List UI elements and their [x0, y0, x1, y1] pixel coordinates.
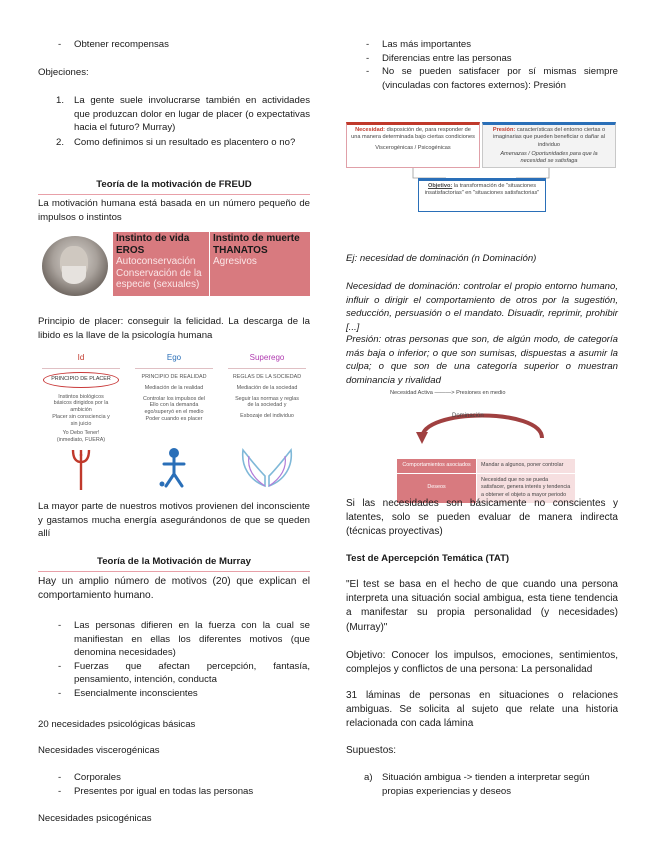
angel-wings-icon [239, 446, 295, 490]
principio-placer: Principio de placer: conseguir la felicidad. La descarga de la libido es la llave de la psicología humana [38, 316, 310, 341]
id-ego-superego-figure [38, 352, 310, 492]
table-cell: Comportamientos asociados [397, 459, 477, 474]
thanatos-sub: Agresivos [213, 256, 257, 267]
eros-cell [116, 233, 208, 291]
list-number: 2. [56, 136, 65, 148]
list-text: Situación ambigua -> tienden a interpretar según propias experiencias y deseos [382, 772, 590, 797]
table-row [397, 459, 576, 474]
freud-instincts-figure [38, 232, 310, 298]
objetivo-box: Objetivo: la transformación de "situaciones insatisfactorias" en "situaciones satisfactorias" [418, 178, 546, 212]
viscerogenicas-label: Necesidades viscerogénicas [38, 745, 160, 756]
viscerogenicas-list [38, 771, 310, 798]
devil-trident-icon [71, 448, 91, 490]
murray-list [38, 619, 310, 701]
ego-figure-icon [154, 446, 194, 490]
murray-diagram [346, 122, 618, 222]
tat-heading: Test de Apercepción Temática (TAT) [346, 553, 510, 564]
objeciones-label: Objeciones: [38, 67, 89, 78]
freud-heading: Teoría de la motivación de FREUD [38, 178, 310, 195]
id-pill: PRINCIPIO DE PLACER [43, 372, 119, 388]
list-item: - Las personas difieren en la fuerza con la cual se manifiestan en ellas los diferentes motivos (que denomina necesidades) [38, 619, 310, 660]
ego-text: PRINCIPIO DE REALIDAD Mediación de la realidad Controlar los impulsos del Ello con la demanda ego/superyó en el medio Poder cuando es placer [141, 374, 207, 422]
list-item [38, 94, 310, 135]
id-column [38, 352, 124, 492]
eros-name: EROS [116, 244, 145, 256]
id-title: Id [77, 353, 85, 362]
cycle-arrow-icon [402, 398, 562, 458]
superego-column [224, 352, 310, 492]
psicogenicas-list [346, 38, 618, 92]
objeciones-list [38, 94, 310, 149]
eros-title: Instinto de vida [116, 233, 190, 244]
cycle-center-label: Dominación [452, 413, 484, 419]
laminas-text: 31 láminas de personas en situaciones o relaciones ambiguas. Se solicita al sujeto que relate una historia relacionada con cada lámina [346, 690, 618, 730]
instincts-box [113, 232, 310, 296]
murray-intro: Hay un amplio número de motivos (20) que explican el comportamiento humano. [38, 576, 310, 602]
freud-intro: La motivación humana está basada en un número pequeño de impulsos o instintos [38, 198, 310, 223]
supuestos-list [346, 771, 618, 798]
list-item: - Diferencias entre las personas [346, 52, 618, 66]
thanatos-name: THANATOS [213, 244, 268, 256]
cycle-top-label: Necesidad Activa ———> Presiones en medio [390, 390, 506, 396]
table-cell: Mandar a algunos, poner controlar [477, 459, 576, 474]
list-item: - Presentes por igual en todas las personas [38, 785, 310, 799]
psicogenicas-label: Necesidades psicogénicas [38, 813, 152, 824]
eros-sub: especie (sexuales) [116, 279, 200, 290]
thanatos-title: Instinto de muerte [213, 233, 300, 244]
supuestos-label: Supuestos: [346, 745, 397, 756]
eros-sub: Conservación de la [116, 267, 202, 279]
obtener-list [38, 38, 310, 52]
eros-sub: Autoconservación [116, 256, 196, 267]
table-cell: Necesidad que no se pueda satisfacer, genera interés y tendencia a obtener el objeto a mayor periodo [477, 473, 576, 503]
list-item: - Fuerzas que afectan percepción, fantasía, pensamiento, intención, conducta [38, 660, 310, 687]
tat-quote: "El test se basa en el hecho de que cuando una persona interpreta una situación social ambigua, esta tiene tendencia a manifestar su propia personalidad (y necesidades) (Murray)" [346, 579, 618, 633]
latentes-text: Si las necesidades son básicamente no conscientes y latentes, solo se pueden evaluar de manera indirecta (técnicas proyectivas) [346, 498, 618, 538]
list-item: - Corporales [38, 771, 310, 785]
list-number: a) [364, 772, 373, 783]
list-text: Como definimos si un resultado es placentero o no? [74, 136, 296, 148]
list-item: - Esencialmente inconscientes [38, 687, 310, 701]
list-item: - Las más importantes [346, 38, 618, 52]
objetivo-text: Objetivo: Conocer los impulsos, emociones, sentimientos, complejos y conflictos de una persona: La personalidad [346, 650, 618, 676]
table-cell: Deseos [397, 473, 477, 503]
ego-title: Ego [166, 353, 182, 362]
inconsciente-text: La mayor parte de nuestros motivos provienen del inconsciente y gastamos mucha energía asegurándonos de que se queden allí [38, 501, 310, 540]
necesidad-box: Necesidad: disposición de, para responder de una manera determinada bajo ciertas condiciones Viscerogénicas / Psicogénicas [346, 122, 480, 168]
list-item [346, 771, 618, 798]
freud-portrait [42, 236, 108, 296]
ejemplo-dominacion: Ej: necesidad de dominación (n Dominación) [346, 253, 537, 264]
id-text: Instintos biológicos básicos dirigidos por la ambición Placer sin consciencia y sin juicio Yo Debo Tener! (inmediato, FUERA) [52, 393, 110, 444]
necesidades-basicas: 20 necesidades psicológicas básicas [38, 719, 196, 730]
murray-heading: Teoría de la Motivación de Murray [38, 555, 310, 572]
thanatos-cell [213, 233, 308, 268]
list-text: La gente suele involucrarse también en actividades que produzcan dolor en lugar de placer (o expectativas hacia el futuro? Murray) [74, 95, 310, 134]
list-item: - Obtener recompensas [38, 38, 310, 52]
list-number: 1. [56, 95, 65, 106]
presion-box: Presión: características del entorno ciertas o imaginarias que pueden beneficiar o dañar al individuo Amenazas / Oportunidades para que la necesidad se satisfaga [482, 122, 616, 168]
superego-title: Superego [249, 353, 285, 362]
dominacion-text: Necesidad de dominación: controlar el propio entorno humano, influir o dirigir el comportamiento de otros por la sugestión, seducción, persuasión o el mandato. Disuadir, reprimir, prohibir [...] [346, 281, 618, 333]
list-item: - No se pueden satisfacer por sí mismas siempre (vinculadas con factores externos): Presión [346, 65, 618, 92]
list-item [38, 136, 310, 150]
ego-column [131, 352, 217, 492]
superego-text: REGLAS DE LA SOCIEDAD Mediación de la sociedad Seguir las normas y reglas de la sociedad y Esbozaje del individuo [232, 374, 302, 419]
presion-text: Presión: otras personas que son, de algún modo, de categoría más baja o inferior; o que son sumisas, dispuestas a asumir la culpa; o que son de una categoría superior o muestran dominancia y rivalidad [346, 334, 618, 386]
